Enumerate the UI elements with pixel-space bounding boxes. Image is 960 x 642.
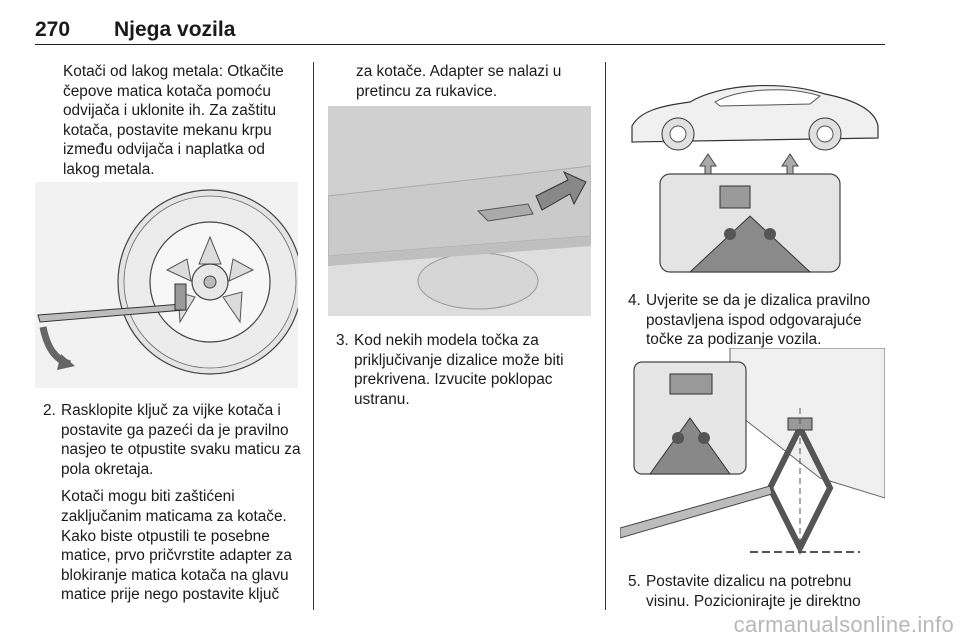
step-4-text: Uvjerite se da je dizalica pravilno postavljena ispod odgovarajuće točke za podizanje vozila. <box>646 292 871 349</box>
page-number: 270 <box>35 18 71 41</box>
step-2 <box>35 401 303 605</box>
jack-cover-illustration <box>328 106 591 316</box>
step-2-block <box>35 401 303 605</box>
wheel-wrench-illustration <box>35 182 298 388</box>
column-divider <box>605 62 606 610</box>
step-number: 3. <box>336 332 349 349</box>
step-5-text: Postavite dizalicu na potrebnu visinu. Pozicionirajte je direktno <box>646 573 861 610</box>
car-lift-points-illustration <box>620 66 885 274</box>
step-number: 2. <box>43 402 56 419</box>
step-number: 5. <box>628 573 641 590</box>
page-title: Njega vozila <box>114 18 236 41</box>
step-3-block <box>328 331 596 409</box>
step-2-text: Rasklopite ključ za vijke kotača i postavite ga pazeći da je pravilno nasjeo te otpustite svaku maticu za pola okretaja. <box>61 402 301 478</box>
column-1 <box>35 62 303 180</box>
footer-watermark: carmanualsonline.info <box>733 612 954 637</box>
step-5 <box>620 572 885 611</box>
intro-paragraph: Kotači od lakog metala: Otkačite čepove matica kotača pomoću odvijača i uklonite ih. Za zaštitu kotača, postavite mekanu krpu između odvijača i naplatka od lakog metala. <box>63 63 284 178</box>
jack-positioning-illustration <box>620 348 885 556</box>
column-2 <box>328 62 596 101</box>
step-4 <box>620 291 885 350</box>
step-5-block <box>620 572 885 611</box>
step-2-note: Kotači mogu biti zaštićeni zaključanim maticama za kotače. Kako biste otpustili te posebne matice, prvo pričvrstite adapter za blokiranje matica kotača na glavu matice prije nego postavite ključ <box>61 488 292 604</box>
step-3-text: Kod nekih modela točka za priključivanje dizalice može biti prekrivena. Izvucite poklopac ustranu. <box>354 332 564 408</box>
step-number: 4. <box>628 292 641 309</box>
continued-paragraph: za kotače. Adapter se nalazi u pretincu za rukavice. <box>356 63 562 100</box>
column-divider <box>313 62 314 610</box>
step-4-block <box>620 291 885 350</box>
page-header <box>35 18 885 45</box>
step-3 <box>328 331 596 409</box>
